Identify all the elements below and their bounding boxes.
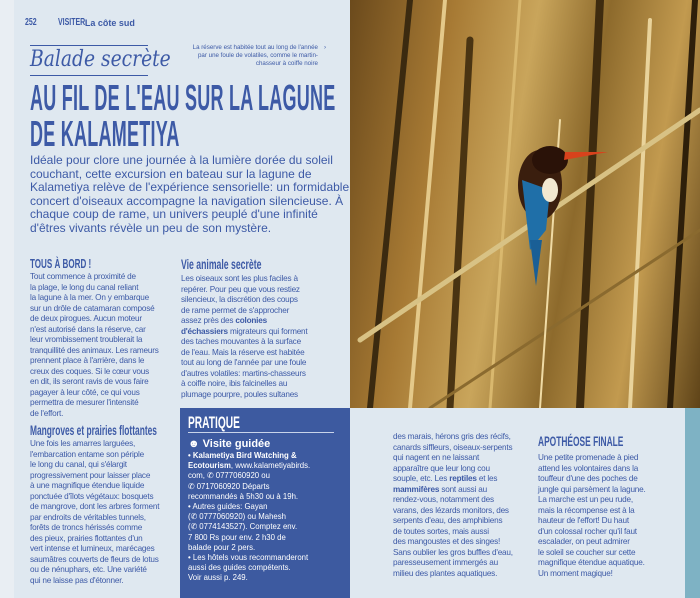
text-line: silencieux, la discrétion des coups — [181, 295, 298, 304]
section-vie-animale — [181, 256, 347, 400]
text-line: pagayer à leur côté, ce qui vous — [30, 387, 140, 397]
text-line: Tout commence à proximité de — [30, 272, 136, 281]
page-edge-tab — [685, 408, 700, 598]
text-line: des pieux, prairies flottantes d'un — [30, 533, 143, 543]
text-line: qui nagent en ne laissant — [393, 453, 480, 462]
text-line: serpents d'eau, des amphibiens — [393, 516, 503, 525]
bold-text: colonies — [235, 316, 267, 325]
text-line: n'est autorisé dans la réserve, car — [30, 324, 146, 334]
bold-text: mammifères — [393, 484, 440, 494]
text-line: repérer. Pour peu que vous restiez — [181, 284, 300, 294]
text-line: qui ne laisse pas d'étonner. — [30, 575, 124, 585]
text-line: • Les hôtels vous recommanderont — [188, 553, 309, 563]
text-line: saumâtres couverts de fleurs de lotus — [30, 554, 159, 564]
intro-paragraph: Idéale pour clore une journée à la lumière dorée du soleil couchant, cette excursion en bateau sur la lagune de Kalametiya relève de l'expérience sensorielle: un formidable concert d'oiseaux accompagne la navigation silencieuse. À chaque coup de rame, un univers peuplé d'une infinité d'êtres vivants révèle un peu de son mystère. — [30, 153, 350, 235]
pratique-heading: PRATIQUE — [188, 413, 240, 432]
text-segment: sont aussi au — [439, 484, 487, 494]
caption-text: La réserve est habitée tout au long de l'année par une foule de volatiles, comme le martin-chasseur à coiffe noire — [192, 44, 318, 67]
section-label: VISITER — [58, 17, 86, 28]
text-line: apparaître que leur long cou — [393, 463, 490, 473]
text-segment: souple, etc. Les — [393, 474, 450, 483]
text-line: le long du canal, qui s'élargit — [30, 460, 127, 469]
text-line: jungle qui parsèment la lagune. — [538, 484, 646, 494]
kicker: Balade secrète — [30, 47, 171, 72]
text-line — [393, 485, 533, 496]
text-line: ✆ 0717060920 Départs — [188, 481, 270, 491]
text-line: en dit, ils seront ravis de vous faire — [30, 377, 149, 386]
text-lines — [30, 439, 178, 586]
text-line: recommandés à 5h30 ou à 19h. — [188, 491, 299, 501]
bold-text: • Kalametiya Bird Watching & — [188, 451, 297, 460]
text-line: tranquillité des animaux. Les rameurs — [30, 345, 159, 355]
title-line: DE KALAMETIYA — [30, 113, 180, 154]
text-line: sur un drôle de catamaran composé — [30, 303, 155, 313]
text-line: la lagune à la mer. On y embarque — [30, 293, 150, 302]
bold-text: d'échassiers — [181, 326, 228, 336]
text-line: Les oiseaux sont les plus faciles à — [181, 274, 298, 283]
text-line — [393, 474, 533, 485]
text-line: tout au long de l'année par une foule — [181, 358, 307, 367]
text-segment: assez près des — [181, 316, 236, 325]
title-line: AU FIL DE L'EAU SUR LA LAGUNE — [30, 77, 336, 118]
text-line: à une magnifique étendue liquide — [30, 481, 145, 490]
running-header — [58, 17, 135, 29]
kicker-rule-bottom — [30, 75, 148, 76]
text-line: La marche est un peu rude, — [538, 495, 633, 504]
section-heading: Vie animale secrète — [181, 256, 262, 272]
text-line: • Autres guides: Gayan — [188, 502, 268, 512]
text-line: vert intense et lumineux, marécages — [30, 544, 155, 553]
text-line: milieu des plantes aquatiques. — [393, 568, 498, 578]
text-line: de l'effort. — [30, 408, 64, 418]
text-line: hauteur de l'effort! Du haut — [538, 516, 629, 525]
text-line: aussi des guides compétents. — [188, 563, 291, 573]
text-line: de deux pirogues. Aucun moteur — [30, 314, 142, 323]
section-vie-animale-suite — [393, 432, 533, 579]
text-line: Voir aussi p. 249. — [188, 573, 248, 583]
text-line: à coiffe noire, ibis falcinelles au — [181, 379, 288, 388]
text-line: 7 800 Rs pour env. 2 h30 de — [188, 532, 286, 542]
text-line: de l'eau. Mais la réserve est habitée — [181, 347, 305, 357]
text-line: (✆ 0777060920) ou Mahesh — [188, 512, 286, 522]
text-lines — [188, 451, 342, 584]
text-line: de mangrove, dont les arbres forment — [30, 502, 160, 511]
text-line: l'embarcation entame son périple — [30, 449, 144, 459]
text-segment: et les — [476, 474, 498, 483]
section-heading: APOTHÉOSE FINALE — [538, 433, 624, 449]
text-line: des taches mouvantes à la surface — [181, 337, 301, 346]
section-heading: TOUS À BORD ! — [30, 256, 92, 271]
page-number — [25, 17, 42, 28]
subsection-label: La côte sud — [84, 18, 135, 28]
text-line: de toutes sortes, mais aussi — [393, 526, 489, 536]
text-line: de rame permet de s'approcher — [181, 305, 290, 315]
text-line: des mangoustes et des singes! — [393, 537, 501, 546]
text-line: plumage pourpre, poules sultanes — [181, 389, 298, 399]
text-line: le soleil se coucher sur cette — [538, 547, 636, 557]
pratique-subheading — [188, 438, 342, 450]
text-line: magnifique étendue aquatique. — [538, 558, 645, 567]
photo-illustration — [350, 0, 700, 408]
text-line — [181, 316, 347, 327]
text-line: par endroits de véritables tunnels, — [30, 512, 146, 522]
text-line: des marais, hérons gris des récifs, — [393, 432, 511, 441]
text-lines — [30, 272, 178, 419]
section-heading: Mangroves et prairies flottantes — [30, 422, 157, 438]
section-mangroves — [30, 422, 178, 586]
text-line — [181, 327, 347, 338]
text-line: d'autres volatiles: martins-chasseurs — [181, 368, 306, 378]
text-line: ou de nénuphars, etc. Une variété — [30, 565, 147, 574]
text-line: d'un colossal rocher qu'il faut — [538, 526, 637, 536]
text-line: attend les volontaires dans la — [538, 463, 639, 473]
text-line: Un moment magique! — [538, 568, 613, 578]
text-lines — [538, 453, 683, 579]
text-line: forêts de troncs hérissés comme — [30, 523, 143, 532]
text-line: Une petite promenade à pied — [538, 453, 639, 462]
text-line: prennent place à l'arrière, dans le — [30, 356, 145, 365]
text-line — [188, 451, 342, 461]
text-line: la plage, le long du canal reliant — [30, 282, 139, 292]
text-line: touffeur d'une des poches de — [538, 474, 638, 483]
text-line: (✆ 0774143527). Comptez env. — [188, 522, 298, 532]
text-lines — [393, 432, 533, 579]
text-line: Une fois les amarres larguées, — [30, 439, 136, 448]
text-line: progressivement pour laisser place — [30, 470, 151, 480]
text-line: permettra de mesurer l'intensité — [30, 398, 139, 407]
text-segment: migrateurs qui forment — [227, 326, 308, 336]
text-line: ponctuée d'îlots végétaux: bosquets — [30, 491, 154, 501]
text-line: mais la récompense est à la — [538, 505, 635, 515]
pratique-box — [180, 408, 350, 598]
text-line: escalader, on peut admirer — [538, 537, 630, 546]
text-line: leur vrombissement troublerait la — [30, 335, 143, 344]
subheading-text: Visite guidée — [202, 438, 271, 450]
text-line: Sans oublier les gros buffles d'eau, — [393, 547, 513, 557]
text-segment: , www.kalametiyabirds. — [230, 461, 311, 471]
bold-text: reptiles — [449, 474, 477, 483]
text-lines — [181, 274, 347, 400]
page-edge — [0, 0, 14, 598]
text-line — [188, 461, 342, 471]
chevron-right-icon: › — [323, 44, 326, 51]
text-line: varans, des lézards monitors, des — [393, 505, 509, 515]
kicker-rule-top — [30, 45, 148, 46]
bold-text: Ecotourism — [188, 461, 231, 471]
smile-icon: ☻ — [188, 438, 200, 450]
section-tous-a-bord — [30, 256, 178, 419]
text-line: balade pour 2 pers. — [188, 542, 256, 552]
text-line: paresseusement immergés au — [393, 558, 498, 567]
kingfisher-photo — [350, 0, 700, 408]
text-line: rendez-vous, notamment des — [393, 495, 494, 504]
page-number-text: 252 — [25, 17, 37, 28]
photo-caption — [190, 44, 326, 68]
text-line: canards siffleurs, oiseaux-serpents — [393, 442, 513, 452]
text-line: com, ✆ 0777060920 ou — [188, 471, 270, 481]
section-apotheose — [538, 433, 683, 579]
text-line: creux des coques. Si le cœur vous — [30, 366, 149, 376]
